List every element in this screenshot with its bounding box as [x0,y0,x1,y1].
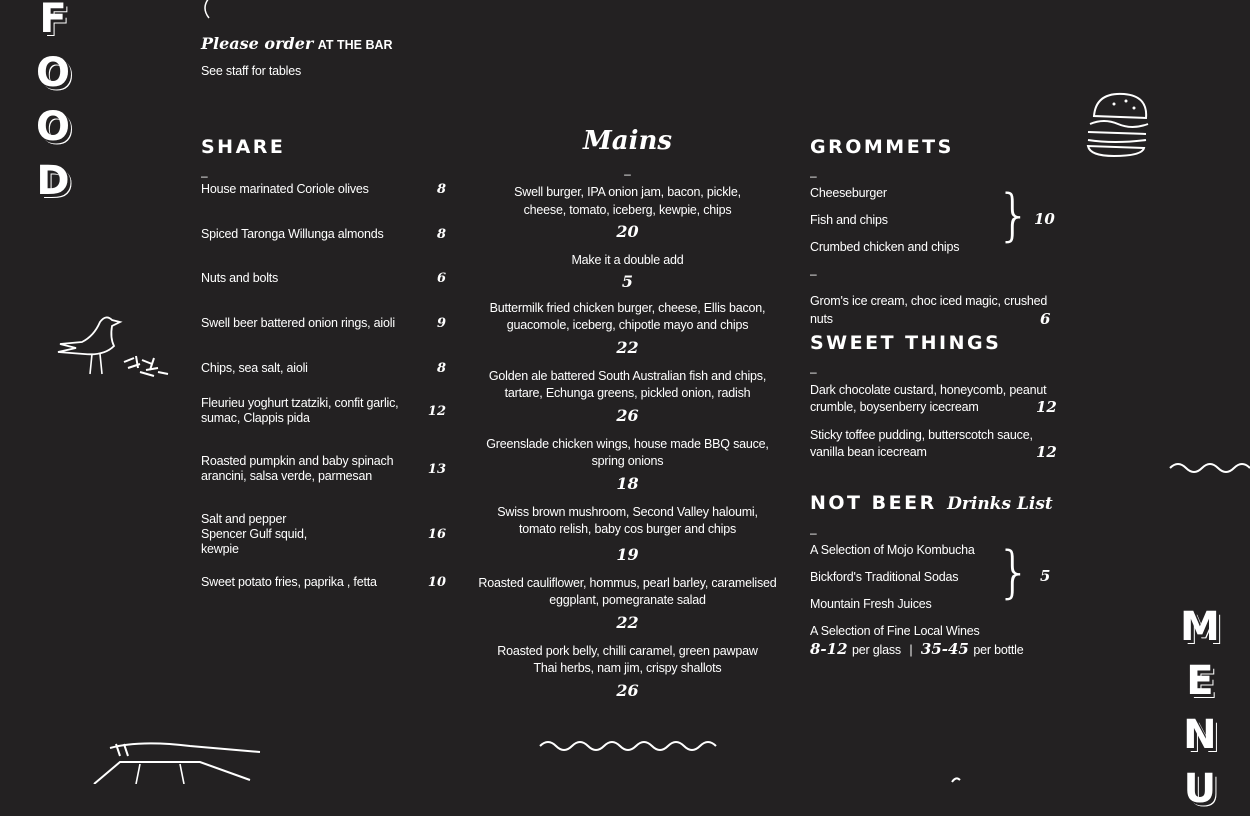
share-item-name: Nuts and bolts [201,271,279,285]
main-item-price: 22 [616,613,639,632]
surf-van-icon [80,740,270,784]
share-item-name: Sweet potato fries, paprika , fetta [201,575,377,589]
main-item-line2: tomato relish, baby cos burger and chips [518,522,737,536]
grommets-brace-icon: } [996,183,1032,248]
share-item [201,227,446,242]
main-item-line1: Golden ale battered South Australian fish and chips, [488,369,767,383]
burger-icon [1084,88,1152,160]
food-letter-f: F [39,0,67,42]
menu-letter-u: U [1183,766,1217,812]
share-item-price: 8 [436,182,446,197]
sweet-item-line2: crumble, boysenberry icecream [810,400,979,414]
grommets-group-price: 10 [1034,210,1055,228]
wave-right-icon [1168,460,1250,474]
main-item-line2: cheese, tomato, iceberg, kewpie, chips [523,203,732,217]
main-item-line2: Thai herbs, nam jim, crispy shallots [533,661,722,675]
share-item-name: Spiced Taronga Willunga almonds [201,227,384,241]
wave-divider-icon [538,738,718,752]
main-item-price: 26 [616,406,639,425]
main-item-price: 26 [616,681,639,700]
main-item-line1: Make it a double add [571,253,684,267]
please-order-label: Please order [201,34,314,53]
share-item-price: 8 [436,361,446,376]
share-item-price: 8 [436,227,446,242]
share-item [201,361,446,376]
mains-heading: Mains [582,126,673,156]
main-item-line1: Roasted pork belly, chilli caramel, green pawpaw [497,644,758,658]
drinks-item: Bickford's Traditional Sodas [810,570,959,584]
per-bottle-label: per bottle [973,643,1024,657]
share-item-name: Roasted pumpkin and baby spinach arancini, salsa verde, parmesan [201,454,394,483]
share-item [201,182,446,197]
main-item-line2: spring onions [591,454,664,468]
share-dash: – [201,169,208,183]
share-item-name: House marinated Coriole olives [201,182,369,196]
grommets-extra-line1: Grom's ice cream, choc iced magic, crushed [810,294,1048,308]
food-letter-d: D [36,158,70,204]
main-item-line1: Roasted cauliflower, hommus, pearl barley, caramelised [478,576,777,590]
main-item-line2: eggplant, pomegranate salad [549,593,706,607]
main-item-price: 22 [616,338,639,357]
share-item [201,271,446,286]
per-glass-label: per glass [852,643,901,657]
wines-label: A Selection of Fine Local Wines [810,624,980,638]
sweet-item-price: 12 [1036,398,1057,416]
share-item-price: 6 [436,271,446,286]
glass-price: 8-12 [810,640,848,658]
main-item-price: 18 [616,474,639,493]
grommets-item: Crumbed chicken and chips [810,240,960,254]
food-letter-o2: O [36,104,71,150]
main-item-line2: guacomole, iceberg, chipotle mayo and chips [506,318,749,332]
at-the-bar-label: AT THE BAR [317,38,393,52]
grommets-dash-2: – [810,267,817,281]
sweet-item-line2: vanilla bean icecream [810,445,927,459]
sweet-dash: – [810,365,817,379]
main-item-price: 5 [621,272,634,291]
share-item-price: 9 [436,316,446,331]
drinks-brace-icon: } [996,540,1032,605]
main-item-line1: Buttermilk fried chicken burger, cheese, Ellis bacon, [489,301,766,315]
drinks-item: A Selection of Mojo Kombucha [810,543,975,557]
wine-prices [810,640,1023,659]
grommets-extra-line2: nuts [810,312,833,326]
order-info [201,34,393,54]
menu-letter-m: M [1180,604,1220,650]
share-item-name: Salt and pepper Spencer Gulf squid, kewpie [201,512,307,556]
main-item-price: 20 [616,222,639,241]
grommets-extra-price: 6 [1040,310,1051,328]
sweet-item-line1: Dark chocolate custard, honeycomb, peanut [810,383,1047,397]
main-item-line1: Swiss brown mushroom, Second Valley haloumi, [497,505,758,519]
share-item-price: 13 [427,461,446,477]
not-beer-title: NOT BEER [810,492,937,514]
share-item-name: Fleurieu yoghurt tzatziki, confit garlic, sumac, Clappis pida [201,396,399,425]
share-item [201,575,446,590]
sweet-item-price: 12 [1036,443,1057,461]
sweet-item-line1: Sticky toffee pudding, butterscotch sauce, [810,428,1033,442]
drinks-item: Mountain Fresh Juices [810,597,932,611]
not-beer-heading [810,492,1053,514]
share-item [201,396,446,426]
main-item-line1: Greenslade chicken wings, house made BBQ sauce, [486,437,769,451]
mains-dash: – [624,167,631,181]
menu-letter-n: N [1183,712,1217,758]
share-item-price: 10 [427,575,446,590]
share-item [201,316,446,331]
seagull-and-chips-icon [54,312,174,382]
share-item-name: Swell beer battered onion rings, aioli [201,316,395,330]
share-item-price: 12 [427,403,446,419]
food-vertical-title [36,0,70,208]
see-staff-label: See staff for tables [201,64,301,78]
bracket-decoration-icon [198,0,212,22]
sweet-heading: SWEET THINGS [810,332,1002,354]
grommets-heading: GROMMETS [810,136,954,158]
food-letter-o1: O [36,50,71,96]
share-item [201,454,446,484]
drinks-list-label: Drinks List [947,494,1053,514]
main-item-line1: Swell burger, IPA onion jam, bacon, pickle, [514,185,741,199]
price-separator: | [909,643,913,657]
grommets-item: Fish and chips [810,213,888,227]
drinks-group-price: 5 [1040,567,1051,585]
grommets-item: Cheeseburger [810,186,887,200]
share-item [201,512,446,557]
bottle-price: 35-45 [920,640,969,658]
small-mark-icon [950,776,962,784]
grommets-dash: – [810,169,817,183]
not-beer-dash: – [810,526,817,540]
share-item-name: Chips, sea salt, aioli [201,361,308,375]
menu-letter-e: E [1186,658,1214,704]
main-item-line2: tartare, Echunga greens, pickled onion, radish [504,386,751,400]
share-item-price: 16 [427,527,446,542]
share-heading: SHARE [201,136,286,158]
main-item-price: 19 [616,545,639,564]
